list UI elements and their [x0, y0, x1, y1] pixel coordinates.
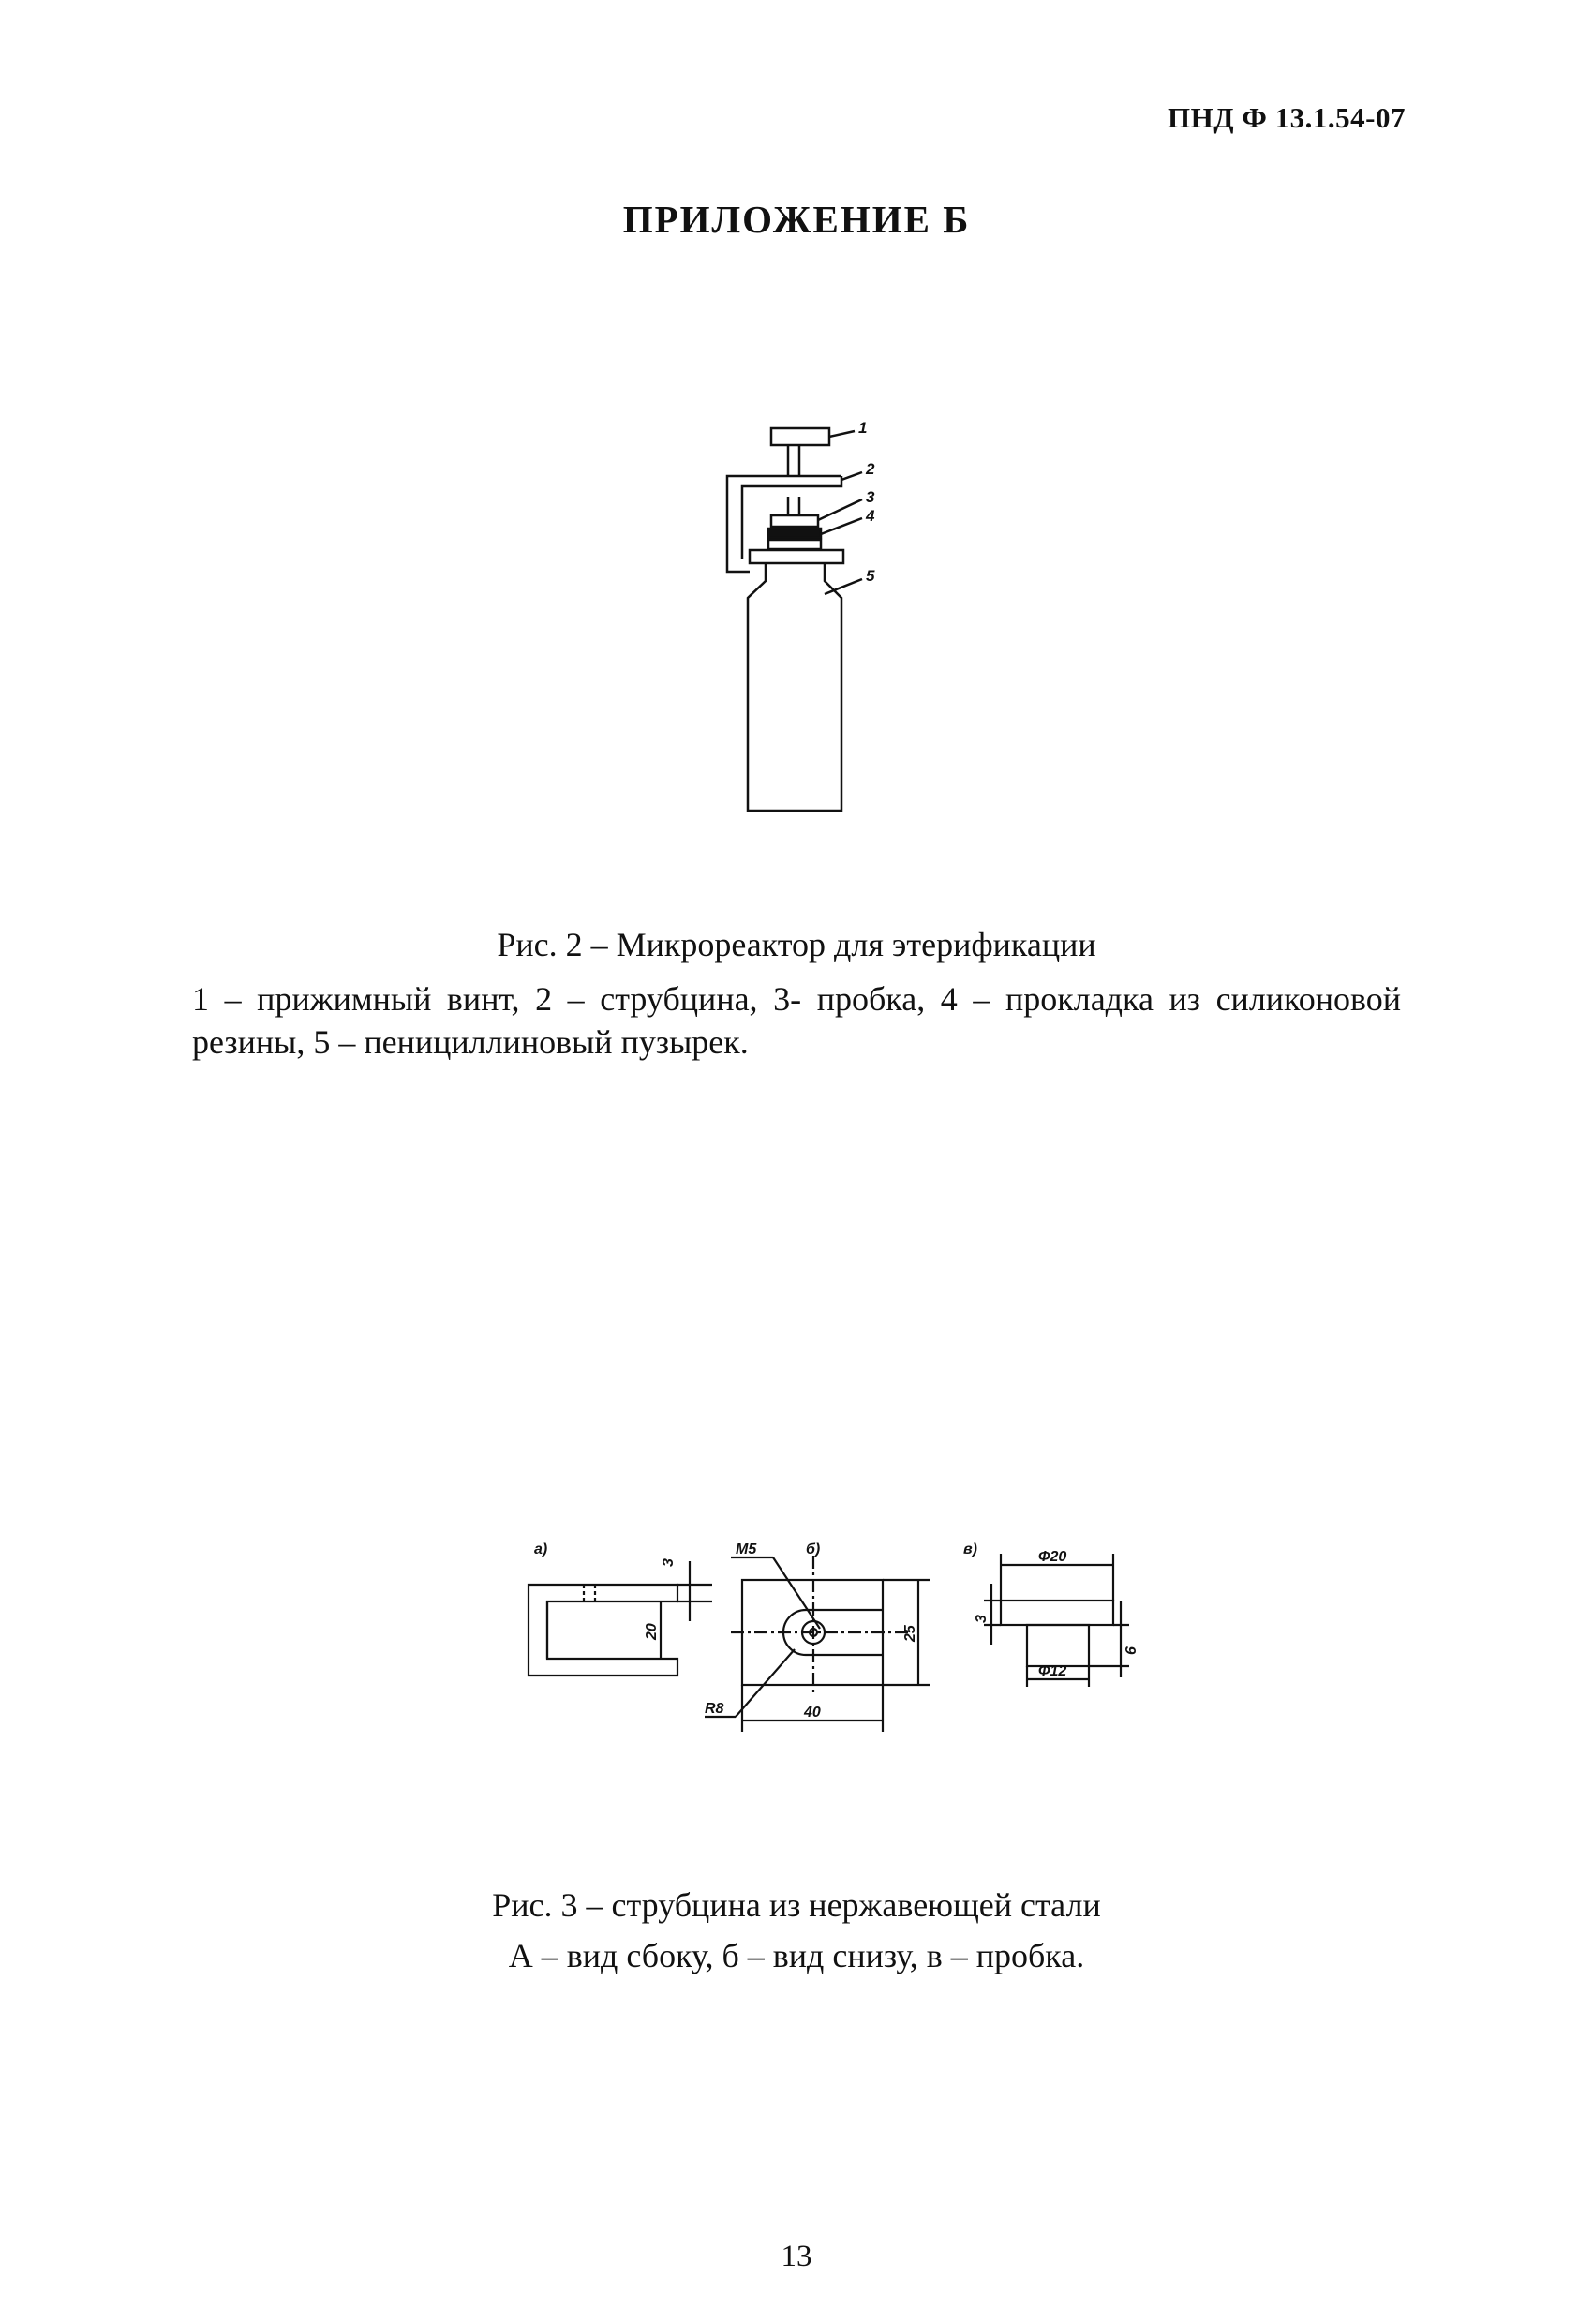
clamp-drawings-figure: [506, 1509, 1181, 1752]
callout-5: 5: [866, 567, 875, 585]
view-a-label: а): [534, 1542, 548, 1557]
vial: [748, 563, 841, 811]
figure2-caption-title: Рис. 2 – Микрореактор для этерификации: [497, 926, 1096, 963]
view-a-side: [529, 1561, 712, 1676]
clamp: [727, 476, 841, 572]
bottle-lip: [750, 550, 843, 563]
dim-a-height: 20: [644, 1623, 660, 1640]
cork: [771, 515, 818, 527]
screw-knob: [771, 428, 829, 445]
gasket: [768, 529, 821, 538]
dim-b-width: 40: [804, 1705, 821, 1721]
document-code: ПНД Ф 13.1.54-07: [1167, 101, 1406, 134]
figure3-caption-title: Рис. 3 – струбцина из нержавеющей стали: [492, 1886, 1101, 1924]
dim-a-top: 3: [661, 1558, 677, 1567]
dim-b-thread: M5: [736, 1542, 757, 1557]
figure3-caption-legend: А – вид сбоку, б – вид снизу, в – пробка.: [508, 1937, 1085, 1974]
appendix-title: ПРИЛОЖЕНИЕ Б: [622, 198, 971, 241]
view-b-label: б): [806, 1542, 821, 1557]
microreactor-figure: [675, 394, 956, 825]
callout-1: 1: [858, 419, 868, 437]
dim-b-radius: R8: [705, 1701, 724, 1717]
dim-b-height: 25: [902, 1625, 918, 1642]
dim-c-left: 3: [974, 1615, 990, 1623]
page-number: 13: [781, 2240, 812, 2273]
dim-c-bottom-diameter: Ф12: [1038, 1663, 1067, 1679]
dim-c-right: 6: [1124, 1646, 1139, 1655]
callout-4: 4: [866, 507, 875, 525]
dim-c-top-diameter: Ф20: [1038, 1549, 1067, 1565]
figure2-caption-legend: 1 – прижимный винт, 2 – струбцина, 3- пробка, 4 – прокладка из силиконовой резины, 5 – пенициллиновый пузырек.: [192, 980, 1401, 1061]
view-c-label: в): [963, 1542, 977, 1557]
callout-3: 3: [866, 488, 875, 506]
callout-2: 2: [866, 460, 875, 478]
